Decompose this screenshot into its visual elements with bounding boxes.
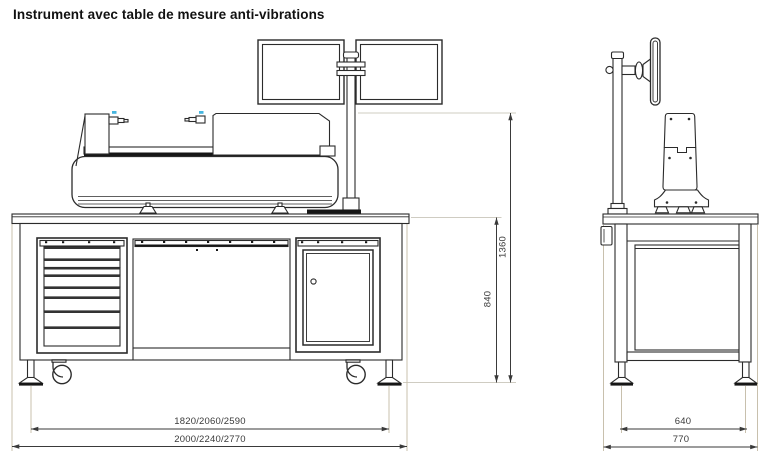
cabinet-body — [20, 224, 402, 361]
dim-side-inner-width — [620, 427, 747, 431]
front-view — [12, 40, 442, 386]
leveling-foot-side-right — [735, 362, 758, 386]
dim-front-outer-width — [12, 444, 407, 448]
leveling-foot-front-left — [19, 360, 43, 386]
instrument-column-side — [655, 114, 709, 213]
dim-label-overall-height: 1360 — [497, 236, 509, 258]
tabletop — [12, 214, 409, 224]
dim-label-table-height: 840 — [482, 290, 494, 308]
leveling-foot-side-left — [611, 362, 634, 386]
dim-label-front-inner-width: 1820/2060/2590 — [174, 416, 246, 427]
caster-front-left — [52, 360, 71, 384]
dim-label-side-outer-width: 770 — [672, 434, 690, 445]
leveling-foot-front-right — [378, 360, 402, 386]
workbench-front — [12, 214, 409, 386]
monitor-side-profile — [651, 38, 661, 105]
caster-front-right — [346, 360, 365, 384]
probe-marker-left — [112, 111, 117, 114]
leg-right — [739, 224, 751, 362]
side-panel-box — [635, 245, 739, 350]
dim-1360 — [508, 113, 512, 383]
measuring-instrument — [72, 111, 338, 213]
instrument-end-cap — [320, 146, 335, 156]
dim-front-inner-width — [31, 427, 389, 431]
clamp-knob — [606, 66, 613, 73]
monitor-stand-side — [606, 52, 651, 214]
monitor-left — [258, 40, 344, 104]
dim-side-outer-width — [604, 445, 758, 449]
dim-label-front-outer-width: 2000/2240/2770 — [174, 433, 246, 445]
dim-label-side-inner-width: 640 — [674, 416, 692, 427]
stand-base-plate — [307, 210, 361, 215]
probe-marker-right — [199, 111, 204, 114]
page-title: Instrument avec table de mesure anti-vibrations — [13, 7, 325, 22]
leg-left — [615, 224, 627, 362]
side-view — [601, 38, 758, 386]
tabletop-side — [603, 214, 758, 224]
side-control-box — [601, 227, 612, 246]
workbench-side — [601, 214, 758, 386]
bottom-rail — [627, 352, 739, 361]
monitor-right — [356, 40, 442, 104]
instrument-pads — [656, 207, 705, 213]
